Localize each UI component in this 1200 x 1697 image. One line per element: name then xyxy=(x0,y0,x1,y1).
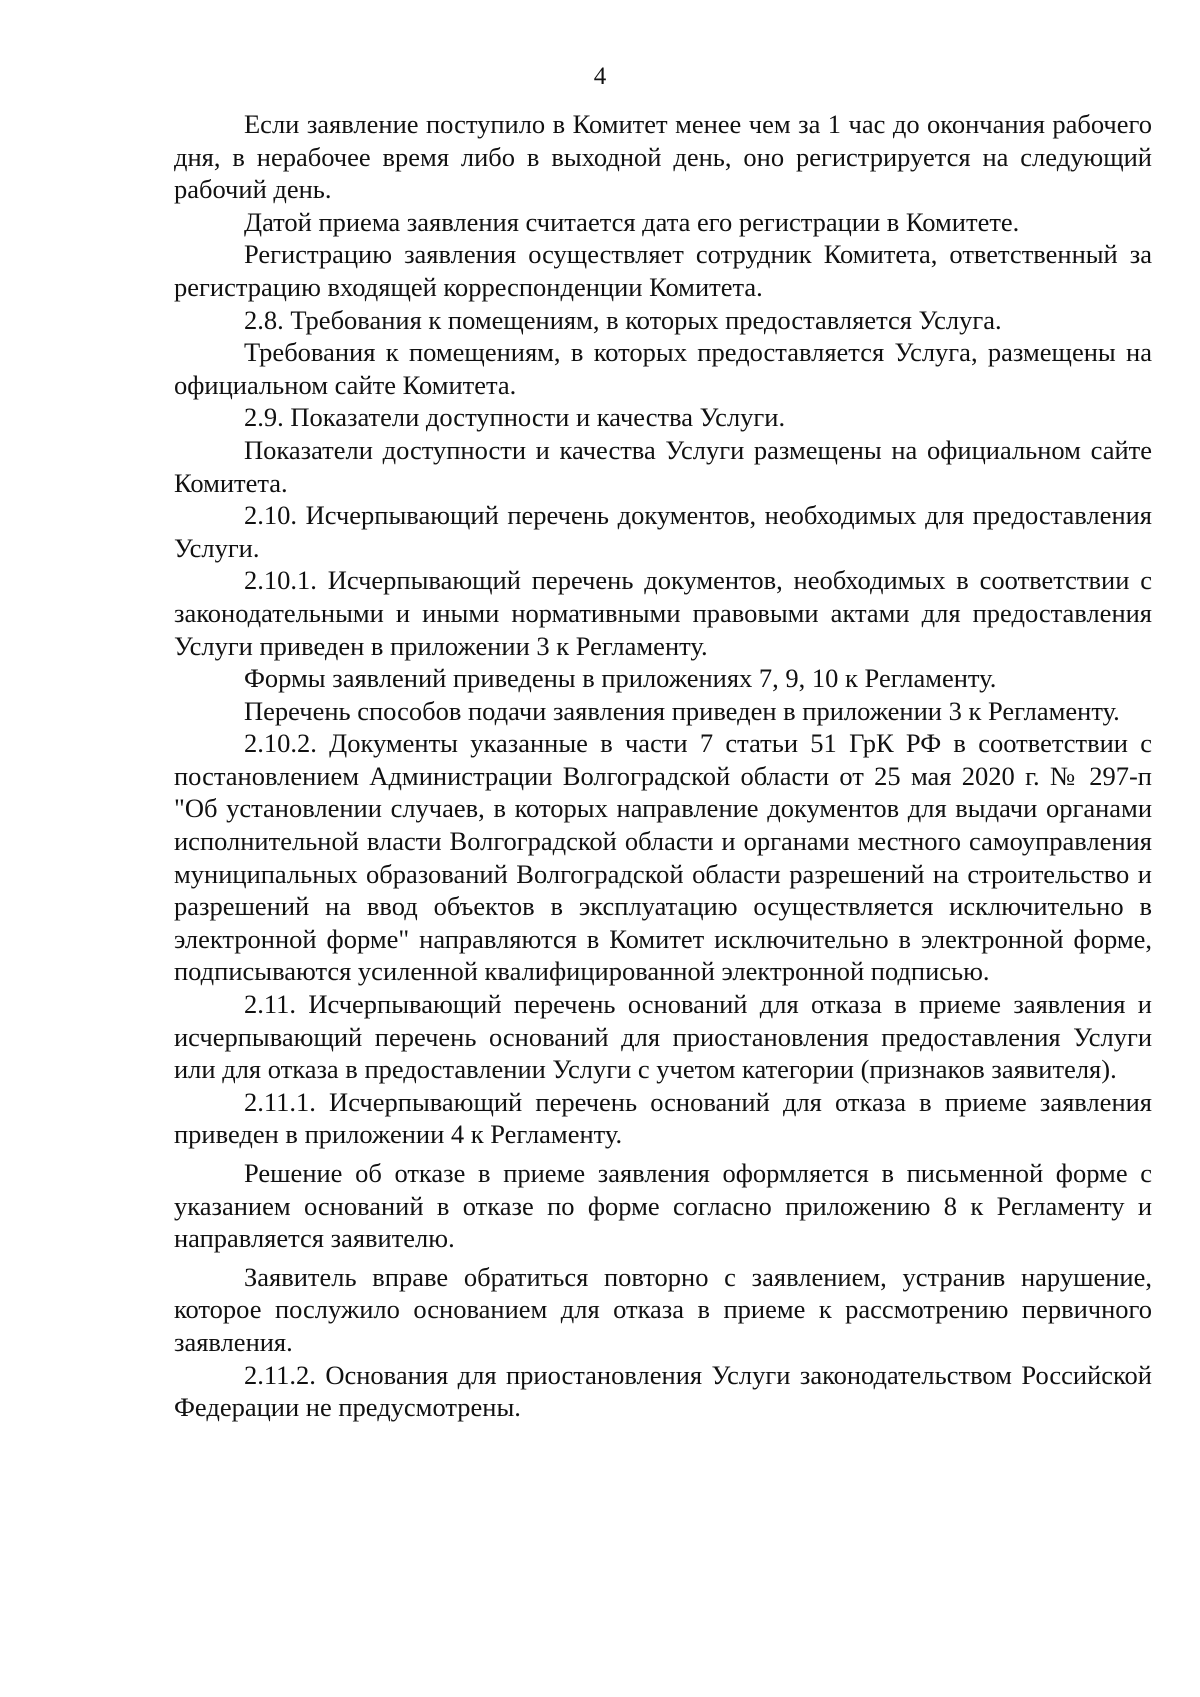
section-heading: 2.8. Требования к помещениям, в которых предоставляется Услуга. xyxy=(244,304,1002,335)
paragraph: 2.10.2. Документы указанные в части 7 статьи 51 ГрК РФ в соответствии с постановлением Администрации Волгоградской области от 25 мая 2020 г. № 297-п "Об установлении случаев, в которых направление документов для выдачи органами исполнительной власти Волгоградской области и органами местного самоуправления муниципальных образований Волгоградской области разрешений на строительство и разрешений на ввод объектов в эксплуатацию осуществляется исключительно в электронной форме" направляются в Комитет исключительно в электронной форме, подписываются усиленной квалифицированной электронной подписью. xyxy=(174,728,1152,987)
paragraph: 2.11.2. Основания для приостановления Услуги законодательством Российской Федерации не предусмотрены. xyxy=(174,1359,1152,1423)
section-heading: 2.10. Исчерпывающий перечень документов, необходимых для предоставления Услуги. xyxy=(174,500,1152,563)
paragraph: Формы заявлений приведены в приложениях 7, 9, 10 к Регламенту. xyxy=(244,663,997,694)
paragraph: 2.10.1. Исчерпывающий перечень документов, необходимых в соответствии с законодательными и иными нормативными правовыми актами для предоставления Услуги приведен в приложении 3 к Регламенту. xyxy=(174,565,1152,661)
paragraph: Решение об отказе в приеме заявления оформляется в письменной форме с указанием оснований в отказе по форме согласно приложению 8 к Регламенту и направляется заявителю. xyxy=(174,1158,1152,1254)
paragraph: Заявитель вправе обратиться повторно с заявлением, устранив нарушение, которое послужило основанием для отказа в приеме к рассмотрению первичного заявления. xyxy=(174,1261,1152,1357)
paragraph: Показатели доступности и качества Услуги размещены на официальном сайте Комитета. xyxy=(174,434,1152,498)
page-number: 4 xyxy=(593,63,607,90)
paragraph: Регистрацию заявления осуществляет сотрудник Комитета, ответственный за регистрацию входящей корреспонденции Комитета. xyxy=(174,239,1152,302)
document-body xyxy=(174,108,1152,1424)
section-heading: 2.11. Исчерпывающий перечень оснований для отказа в приеме заявления и исчерпывающий перечень оснований для приостановления предоставления Услуги или для отказа в предоставлении Услуги с учетом категории (признаков заявителя). xyxy=(174,989,1152,1085)
paragraph: Датой приема заявления считается дата его регистрации в Комитете. xyxy=(244,206,1020,237)
paragraph: 2.11.1. Исчерпывающий перечень оснований для отказа в приеме заявления приведен в приложении 4 к Регламенту. xyxy=(174,1086,1152,1150)
paragraph: Требования к помещениям, в которых предоставляется Услуга, размещены на официальном сайте Комитета. xyxy=(174,337,1152,400)
section-heading: 2.9. Показатели доступности и качества Услуги. xyxy=(244,402,786,433)
paragraph: Перечень способов подачи заявления приведен в приложении 3 к Регламенту. xyxy=(244,695,1120,726)
paragraph: Если заявление поступило в Комитет менее чем за 1 час до окончания рабочего дня, в нерабочее время либо в выходной день, оно регистрируется на следующий рабочий день. xyxy=(174,109,1152,205)
